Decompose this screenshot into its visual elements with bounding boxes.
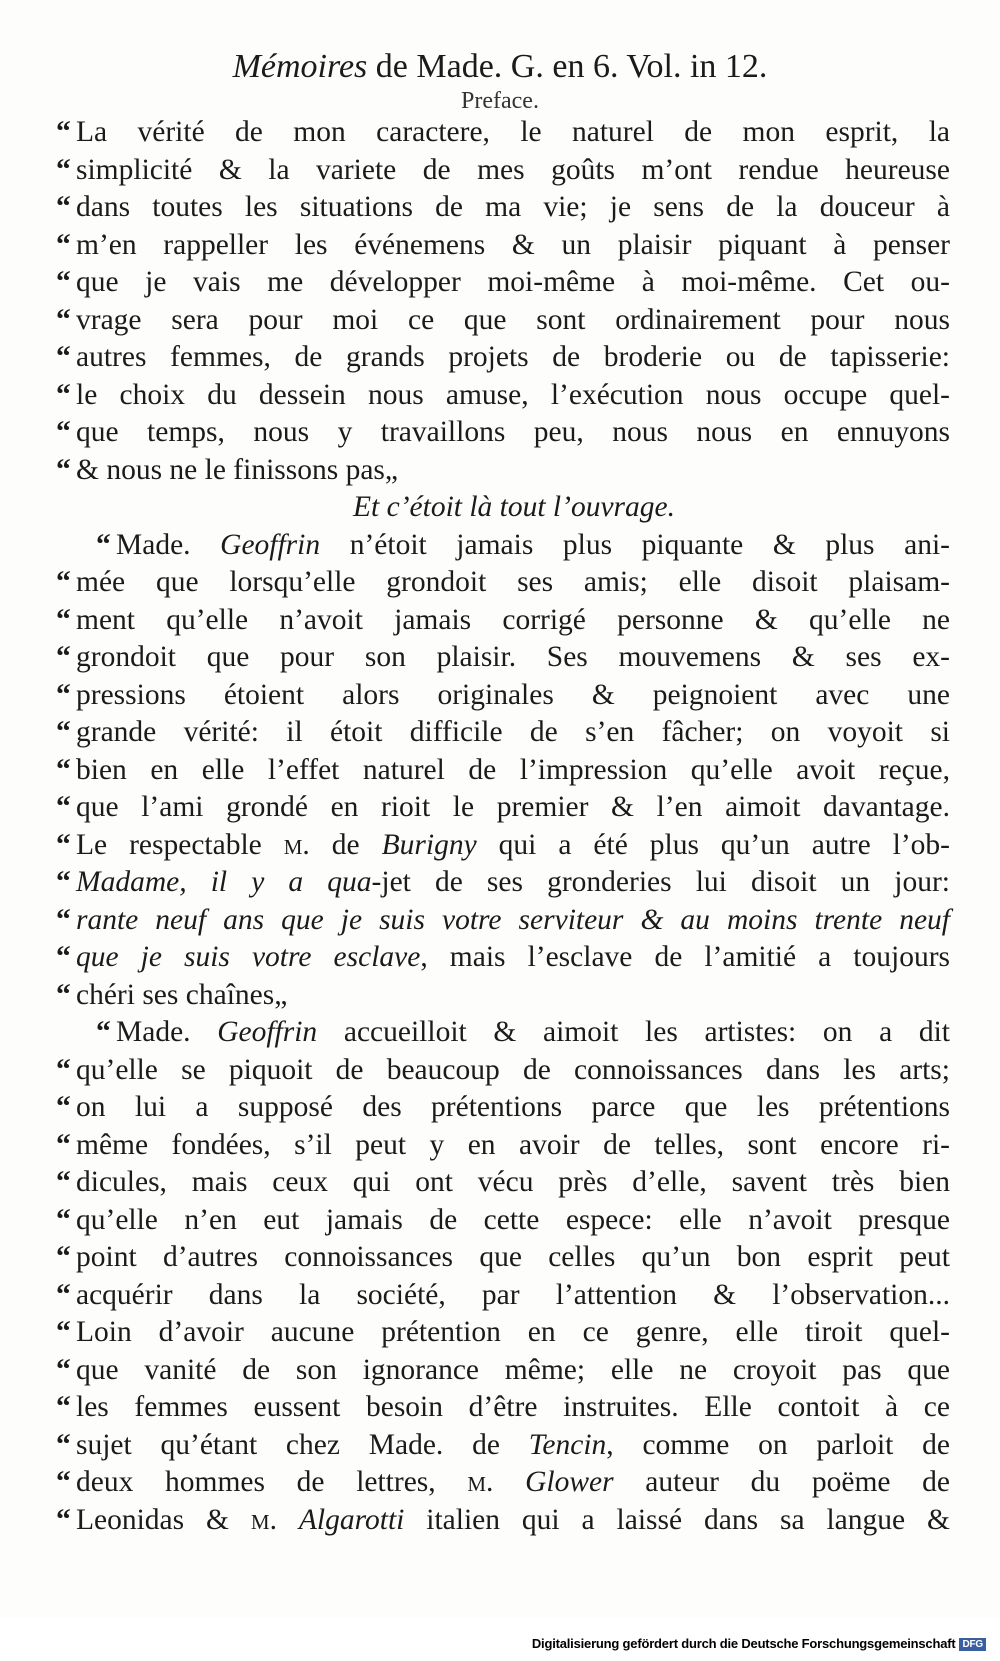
text-line: “ dicules, mais ceux qui ont vécu près d’elle, savent très bien: [78, 1164, 950, 1202]
quote-mark: “: [56, 678, 71, 711]
digitization-credit: [532, 1636, 986, 1651]
section-heading: Preface.: [461, 88, 539, 114]
text-line: “ Made. Geoffrin accueilloit & aimoit les artistes: on a dit: [78, 1014, 950, 1052]
quote-mark: “: [56, 453, 71, 486]
quote-mark: “: [56, 1353, 71, 1386]
header-title-rest: de Made. G. en 6. Vol. in 12.: [367, 48, 768, 85]
quote-mark: “: [56, 1316, 71, 1348]
text-line: “ le choix du dessein nous amuse, l’exécution nous occupe quel-: [78, 377, 950, 415]
quote-mark: “: [96, 1016, 111, 1048]
italic-heading: Et c’étoit là tout l’ouvrage.: [353, 491, 675, 523]
quote-mark: “: [56, 153, 71, 186]
quote-mark: “: [56, 753, 71, 786]
quote-mark: “: [56, 1278, 71, 1311]
quote-mark: “: [56, 1428, 71, 1461]
quote-mark: “: [56, 941, 71, 973]
text-line: “ Made. Geoffrin n’étoit jamais plus piquante & plus ani-: [78, 527, 950, 565]
quote-mark: “: [56, 1053, 71, 1086]
quote-mark: “: [56, 266, 71, 298]
quote-mark: “: [56, 228, 71, 261]
quote-mark: “: [56, 303, 71, 336]
text-line: “ ment qu’elle n’avoit jamais corrigé personne & qu’elle ne: [78, 602, 950, 640]
text-line: “ grondoit que pour son plaisir. Ses mouvemens & ses ex-: [78, 639, 950, 677]
quote-mark: “: [56, 341, 71, 373]
quote-mark: “: [56, 716, 71, 748]
text-line: “ pressions étoient alors originales & peignoient avec une: [78, 677, 950, 715]
quote-mark: “: [56, 1466, 71, 1498]
text-line: “ mée que lorsqu’elle grondoit ses amis; elle disoit plaisam-: [78, 564, 950, 602]
text-line: “ La vérité de mon caractere, le naturel de mon esprit, la: [78, 114, 950, 152]
text-line: “ bien en elle l’effet naturel de l’impression qu’elle avoit reçue,: [78, 752, 950, 790]
text-line: “ sujet qu’étant chez Made. de Tencin, comme on parloit de: [78, 1427, 950, 1465]
text-line: “ Leonidas & m. Algarotti italien qui a laissé dans sa langue &: [78, 1502, 950, 1540]
quote-mark: “: [56, 641, 71, 673]
quote-mark: “: [56, 378, 71, 411]
text-line: “ simplicité & la variete de mes goûts m’ont rendue heureuse: [78, 152, 950, 190]
quote-mark: “: [56, 1391, 71, 1423]
body-text: [56, 114, 951, 1539]
text-line: “ dans toutes les situations de ma vie; je sens de la douceur à: [78, 189, 950, 227]
quote-mark: “: [56, 566, 71, 598]
text-line: “ que temps, nous y travaillons peu, nous nous en ennuyons: [78, 414, 950, 452]
running-header: [0, 48, 1000, 86]
text-line: “ que je vais me développer moi-même à moi-même. Cet ou-: [78, 264, 950, 302]
text-line: [78, 489, 950, 527]
text-line: “ point d’autres connoissances que celles qu’un bon esprit peut: [78, 1239, 950, 1277]
text-line: “ que je suis votre esclave, mais l’esclave de l’amitié a toujours: [78, 939, 950, 977]
text-line: “ acquérir dans la société, par l’attention & l’observation...: [78, 1277, 950, 1315]
text-line: “ les femmes eussent besoin d’être instruites. Elle contoit à ce: [78, 1389, 950, 1427]
quote-mark: “: [56, 416, 71, 448]
text-line: “ chéri ses chaînes„: [78, 977, 950, 1015]
text-line: “ autres femmes, de grands projets de broderie ou de tapisserie:: [78, 339, 950, 377]
text-line: “ que l’ami grondé en rioit le premier & l’en aimoit davantage.: [78, 789, 950, 827]
header-title-italic: Mémoires: [232, 48, 368, 85]
quote-mark: “: [56, 828, 71, 861]
text-line: “ Madame, il y a qua-jet de ses gronderies lui disoit un jour:: [78, 864, 950, 902]
text-line: “ grande vérité: il étoit difficile de s’en fâcher; on voyoit si: [78, 714, 950, 752]
quote-mark: “: [56, 903, 71, 936]
quote-mark: “: [56, 191, 71, 223]
quote-mark: “: [56, 1203, 71, 1236]
text-line: “ qu’elle n’en eut jamais de cette espece: elle n’avoit presque: [78, 1202, 950, 1240]
quote-mark: “: [56, 1241, 71, 1273]
credit-text: Digitalisierung gefördert durch die Deutsche Forschungsgemeinschaft: [531, 1636, 956, 1651]
text-line: “ m’en rappeller les événemens & un plaisir piquant à penser: [78, 227, 950, 265]
quote-mark: “: [96, 528, 111, 561]
text-line: “ Loin d’avoir aucune prétention en ce genre, elle tiroit quel-: [78, 1314, 950, 1352]
text-line: “ rante neuf ans que je suis votre serviteur & au moins trente neuf: [78, 902, 950, 940]
text-line: “ Le respectable m. de Burigny qui a été plus qu’un autre l’ob-: [78, 827, 950, 865]
text-line: “ qu’elle se piquoit de beaucoup de connoissances dans les arts;: [78, 1052, 950, 1090]
text-line: “ & nous ne le finissons pas„: [78, 452, 950, 490]
quote-mark: “: [56, 791, 71, 823]
quote-mark: “: [56, 603, 71, 636]
dfg-logo-icon: DFG: [959, 1638, 986, 1651]
quote-mark: “: [56, 866, 71, 898]
quote-mark: “: [56, 1091, 71, 1123]
text-line: “ on lui a supposé des prétentions parce que les prétentions: [78, 1089, 950, 1127]
text-line: “ deux hommes de lettres, m. Glower auteur du poëme de: [78, 1464, 950, 1502]
quote-mark: “: [56, 978, 71, 1011]
quote-mark: “: [56, 1128, 71, 1161]
text-line: “ vrage sera pour moi ce que sont ordinairement pour nous: [78, 302, 950, 340]
text-line: “ que vanité de son ignorance même; elle ne croyoit pas que: [78, 1352, 950, 1390]
quote-mark: “: [56, 1166, 71, 1198]
quote-mark: “: [56, 1503, 71, 1536]
text-line: “ même fondées, s’il peut y en avoir de telles, sont encore ri-: [78, 1127, 950, 1165]
quote-mark: “: [56, 116, 71, 148]
